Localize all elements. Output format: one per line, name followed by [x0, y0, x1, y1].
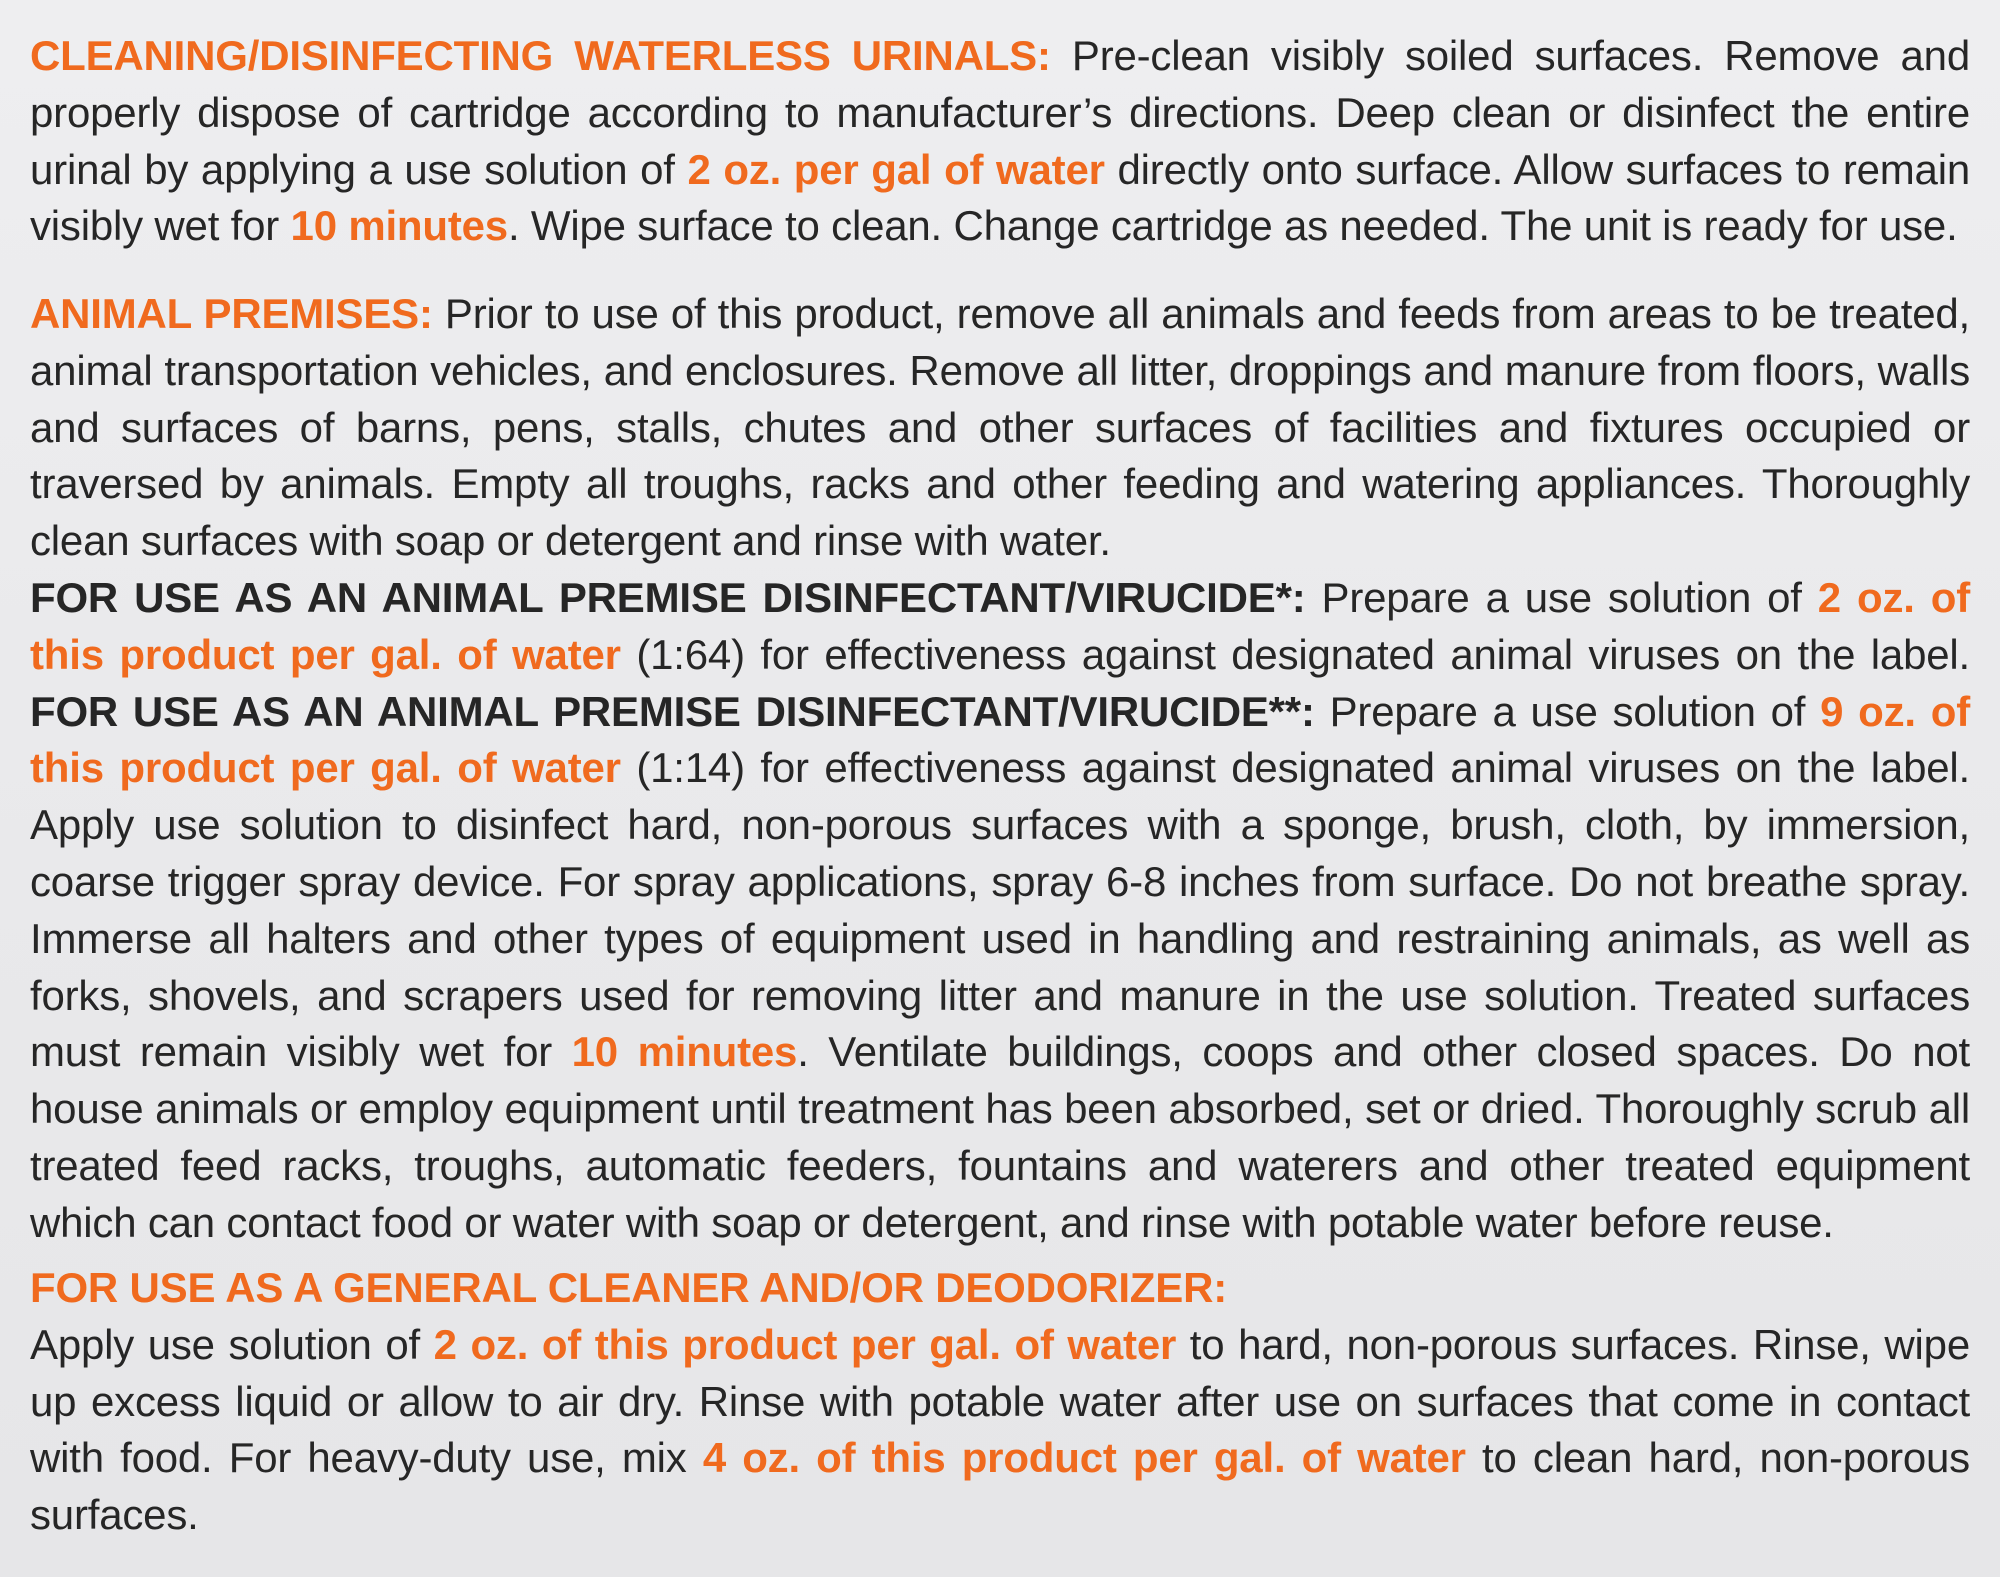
contact-time-highlight: 10 minutes: [571, 1028, 798, 1076]
body-text: (1:14) for effectiveness against designated animal viruses on the label. Apply use solution to disinfect hard, non-porous surfaces with a sponge, brush, cloth, by immersion, coarse trigger spray device. For spray applications, spray 6-8 inches from surface. Do not breathe spray. Immerse all halters and other types of equipment used in handling and restraining animals, as well as forks, shovels, and scrapers used for removing litter and manure in the use solution. Treated surfaces must remain visibly wet for: [30, 744, 1970, 1076]
dilution-highlight: 4 oz. of this product per gal. of water: [702, 1434, 1466, 1482]
body-text: . Ventilate buildings, coops and other closed spaces. Do not house animals or employ equipment until treatment has been absorbed, set or dried. Thoroughly scrub all treated feed racks, troughs, automatic feeders, fountains and waterers and other treated equipment which can contact food or water with soap or detergent, and rinse with potable water before reuse.: [30, 1028, 1970, 1246]
virucide-14-heading: FOR USE AS AN ANIMAL PREMISE DISINFECTANT/VIRUCIDE**:: [30, 687, 1315, 735]
body-text: Prepare a use solution of: [1314, 687, 1821, 735]
body-text: to clean hard, non-porous surfaces.: [30, 1434, 1970, 1539]
body-text: Apply use solution of: [30, 1320, 434, 1368]
body-text: directly onto surface. Allow surfaces to remain visibly wet for: [30, 145, 1971, 250]
body-text: Prior to use of this product, remove all animals and feeds from areas to be treated, animal transportation vehicles, and enclosures. Remove all litter, droppings and manure from floors, walls and surfaces of barns, pens, stalls, chutes and other surfaces of facilities and fixtures occupied or traversed by animals. Empty all troughs, racks and other feeding and watering appliances. Thoroughly clean surfaces with soap or detergent and rinse with water.: [30, 290, 1970, 565]
waterless-urinals-heading: CLEANING/DISINFECTING WATERLESS URINALS:: [30, 32, 1051, 79]
body-text: Prepare a use solution of: [1305, 573, 1818, 621]
general-cleaner-paragraph: [30, 1260, 1970, 1544]
body-text: Pre-clean visibly soiled surfaces. Remove and properly dispose of cartridge according to manufacturer’s directions. Deep clean or disinfect the entire urinal by applying a use solution of: [30, 32, 1970, 193]
general-cleaner-heading: FOR USE AS A GENERAL CLEANER AND/OR DEODORIZER:: [30, 1264, 1227, 1311]
dilution-highlight: 2 oz. per gal of water: [687, 145, 1105, 193]
contact-time-highlight: 10 minutes: [290, 202, 508, 250]
dilution-highlight: 9 oz. of this product per gal. of water: [30, 687, 1971, 792]
animal-premises-heading: ANIMAL PREMISES:: [30, 290, 433, 337]
dilution-highlight: 2 oz. of this product per gal. of water: [433, 1320, 1177, 1368]
waterless-urinals-paragraph: [30, 28, 1970, 255]
virucide-64-heading: FOR USE AS AN ANIMAL PREMISE DISINFECTANT/VIRUCIDE*:: [30, 573, 1306, 621]
dilution-highlight: 2 oz. of this product per gal. of water: [30, 573, 1970, 678]
body-text: (1:64) for effectiveness against designated animal viruses on the label.: [620, 630, 1970, 678]
animal-premises-paragraph: [30, 286, 1970, 1252]
body-text: . Wipe surface to clean. Change cartridge as needed. The unit is ready for use.: [507, 202, 1958, 250]
body-text: to hard, non-porous surfaces. Rinse, wipe up excess liquid or allow to air dry. Rinse with potable water after use on surfaces that come in contact with food. For heavy-duty use, mix: [30, 1320, 1970, 1482]
